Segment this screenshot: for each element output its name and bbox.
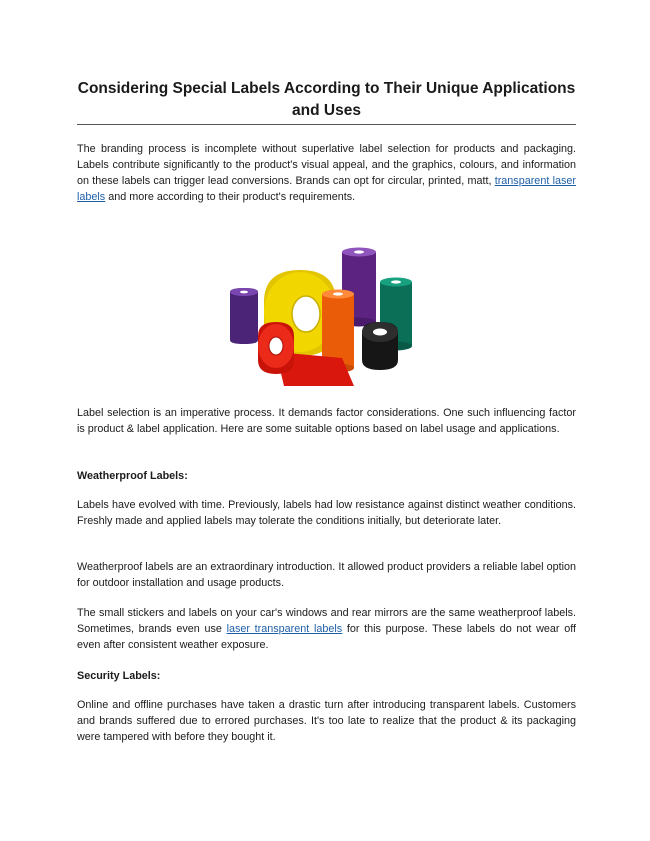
intro-paragraph <box>77 141 576 205</box>
weatherproof-paragraph-3 <box>77 605 576 653</box>
weatherproof-paragraph-1: Labels have evolved with time. Previously, labels had low resistance against distinct weather conditions. Freshly made and applied labels may tolerate the conditions initially, but deteriorate later. <box>77 499 576 527</box>
intro-text-start: The branding process is incomplete without superlative label selection for products and packaging. Labels contribute significantly to the product's visual appeal, and the graphics, colours, and information on these labels can trigger lead conversions. Brands can opt for circular, printed, matt, <box>77 143 576 187</box>
weatherproof-heading: Weatherproof Labels: <box>77 470 188 482</box>
weatherproof-text-start: The small stickers and labels on your car's windows and rear mirrors are the same weatherproof labels. Sometimes, brands even use <box>77 607 576 635</box>
security-paragraph: Online and offline purchases have taken a drastic turn after introducing transparent labels. Customers and brands suffered due to errored purchases. It's too late to realize that the product & its packaging were tampered with before they bought it. <box>77 699 576 743</box>
purple-roll <box>230 288 258 344</box>
document-title: Considering Special Labels According to Their Unique Applications and Uses <box>77 80 576 119</box>
label-selection-paragraph: Label selection is an imperative process. It demands factor considerations. One such influencing factor is product & label application. Here are some suitable options based on label usage and applications. <box>77 407 576 435</box>
intro-text-end: and more according to their product's requirements. <box>105 191 356 203</box>
laser-transparent-labels-link[interactable]: laser transparent labels <box>226 623 343 635</box>
weatherproof-text-end: for this purpose. These labels do not wear off even after consistent weather exposure. <box>77 623 577 651</box>
weatherproof-paragraph-2: Weatherproof labels are an extraordinary introduction. It allowed product providers a reliable label option for outdoor installation and usage products. <box>77 561 576 589</box>
transparent-laser-labels-link[interactable]: transparent laser labels <box>77 175 576 203</box>
black-roll <box>362 322 398 370</box>
title-underline <box>77 124 576 125</box>
label-rolls-image <box>222 240 422 388</box>
security-heading: Security Labels: <box>77 670 161 682</box>
